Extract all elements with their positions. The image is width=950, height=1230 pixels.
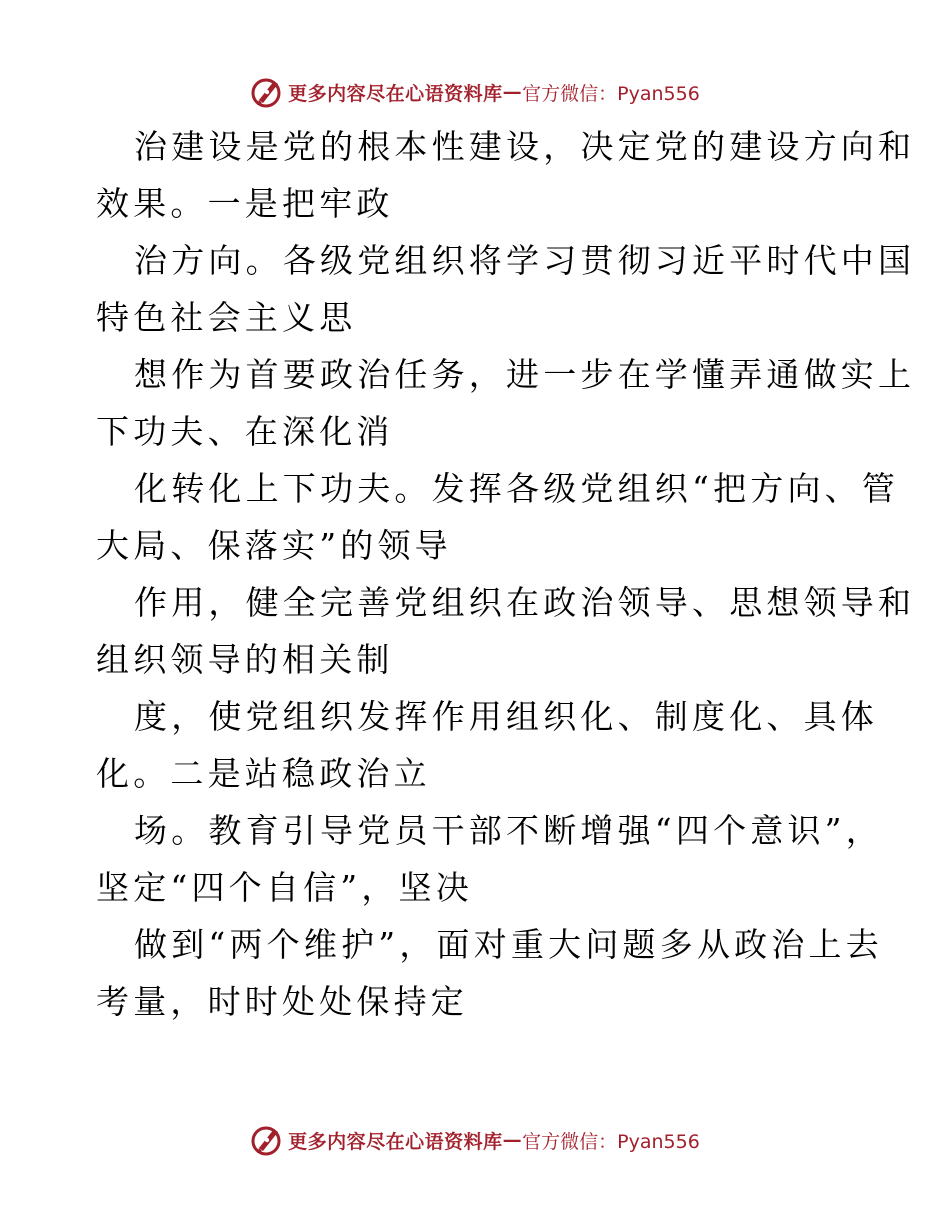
text-line: 下功夫、在深化消 xyxy=(96,412,394,451)
text-line: 大局、保落实”的领导 xyxy=(96,526,452,565)
document-body xyxy=(96,118,916,1030)
watermark-main-text: 更多内容尽在心语资料库 xyxy=(288,82,503,105)
text-line: 化。二是站稳政治立 xyxy=(96,754,431,793)
text-line: 治建设是党的根本性建设，决定党的建设方向和 xyxy=(134,127,916,166)
pen-nib-logo-icon xyxy=(250,1123,284,1157)
text-line: 坚定“四个自信”，坚决 xyxy=(96,868,473,907)
watermark-dash: — xyxy=(502,81,523,103)
text-line: 特色社会主义思 xyxy=(96,298,357,337)
text-line: 考量，时时处处保持定 xyxy=(96,982,468,1021)
text-line: 化转化上下功夫。发挥各级党组织“把方向、管 xyxy=(134,469,900,508)
header-watermark xyxy=(0,72,950,112)
watermark-suffix-text: 官方微信：Pyan556 xyxy=(522,1130,700,1153)
text-line: 度，使党组织发挥作用组织化、制度化、具体 xyxy=(134,697,878,736)
text-line: 作用，健全完善党组织在政治领导、思想领导和 xyxy=(134,583,916,622)
text-line: 效果。一是把牢政 xyxy=(96,184,394,223)
text-line: 治方向。各级党组织将学习贯彻习近平时代中国 xyxy=(134,241,916,280)
watermark-main-text: 更多内容尽在心语资料库 xyxy=(288,1130,503,1153)
text-line: 组织领导的相关制 xyxy=(96,640,394,679)
pen-nib-logo-icon xyxy=(250,75,284,109)
watermark-suffix-text: 官方微信：Pyan556 xyxy=(522,82,700,105)
watermark-dash: — xyxy=(502,1129,523,1151)
text-line: 想作为首要政治任务，进一步在学懂弄通做实上 xyxy=(134,355,916,394)
text-line: 场。教育引导党员干部不断增强“四个意识”， xyxy=(134,811,883,850)
text-line: 做到“两个维护”，面对重大问题多从政治上去 xyxy=(134,925,883,964)
footer-watermark xyxy=(0,1120,950,1160)
